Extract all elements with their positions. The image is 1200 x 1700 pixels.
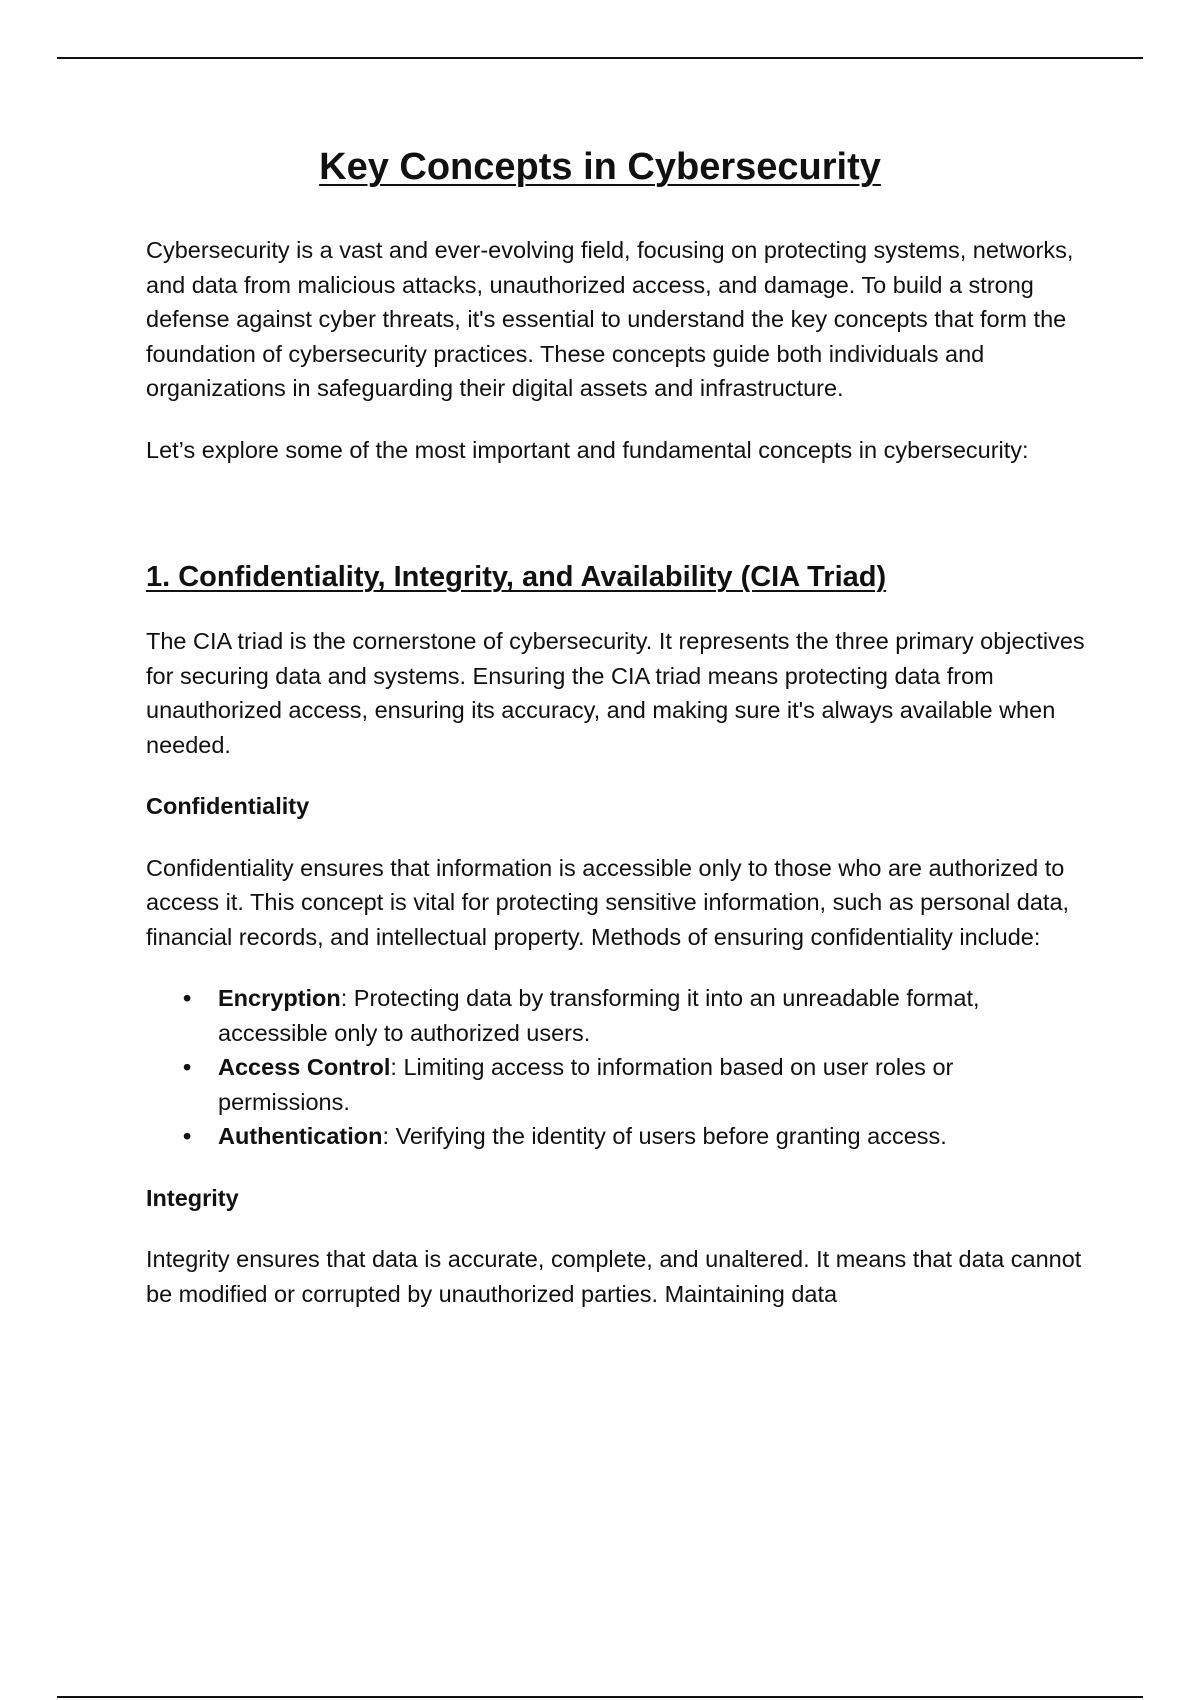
footer-rule	[57, 1696, 1143, 1698]
bullet-marker: •	[183, 1123, 192, 1149]
list-item-text: : Protecting data by transforming it into an unreadable format, accessible only to authorized users.	[218, 985, 980, 1046]
list-item-text: : Limiting access to information based on user roles or permissions.	[218, 1054, 954, 1115]
header-rule	[57, 57, 1143, 59]
subheading-confidentiality: Confidentiality	[146, 793, 310, 819]
bullet-marker: •	[183, 985, 192, 1011]
list-item-term: Access Control	[218, 1054, 391, 1080]
list-item-term: Encryption	[218, 985, 341, 1011]
cia-triad-paragraph: The CIA triad is the cornerstone of cybersecurity. It represents the three primary objectives for securing data and systems. Ensuring the CIA triad means protecting data from unauthorized access, ensuring its accuracy, and making sure it's always available when needed.	[146, 628, 1085, 758]
list-item-encryption	[146, 981, 1086, 1050]
confidentiality-methods-list	[146, 981, 1086, 1154]
intro-paragraph-2: Let’s explore some of the most important and fundamental concepts in cybersecurity:	[146, 436, 1029, 463]
list-item-access-control	[146, 1050, 1086, 1119]
document-title: Key Concepts in Cybersecurity	[319, 146, 881, 188]
integrity-paragraph: Integrity ensures that data is accurate, complete, and unaltered. It means that data cannot be modified or corrupted by unauthorized parties. Maintaining data	[146, 1246, 1082, 1307]
list-item-text: : Verifying the identity of users before granting access.	[382, 1123, 947, 1149]
subheading-integrity: Integrity	[146, 1184, 239, 1211]
list-item-authentication	[146, 1119, 1086, 1154]
section-heading-cia-triad: 1. Confidentiality, Integrity, and Availability (CIA Triad)	[146, 561, 887, 593]
bullet-marker: •	[183, 1054, 192, 1080]
document-body	[146, 233, 1086, 1311]
list-item-term: Authentication	[218, 1123, 383, 1149]
intro-paragraph-1: Cybersecurity is a vast and ever-evolving field, focusing on protecting systems, networks, and data from malicious attacks, unauthorized access, and damage. To build a strong defense against cyber threats, it's essential to understand the key concepts that form the foundation of cybersecurity practices. These concepts guide both individuals and organizations in safeguarding their digital assets and infrastructure.	[146, 237, 1074, 401]
confidentiality-paragraph: Confidentiality ensures that information is accessible only to those who are authorized to access it. This concept is vital for protecting sensitive information, such as personal data, financial records, and intellectual property. Methods of ensuring confidentiality include:	[146, 854, 1070, 950]
